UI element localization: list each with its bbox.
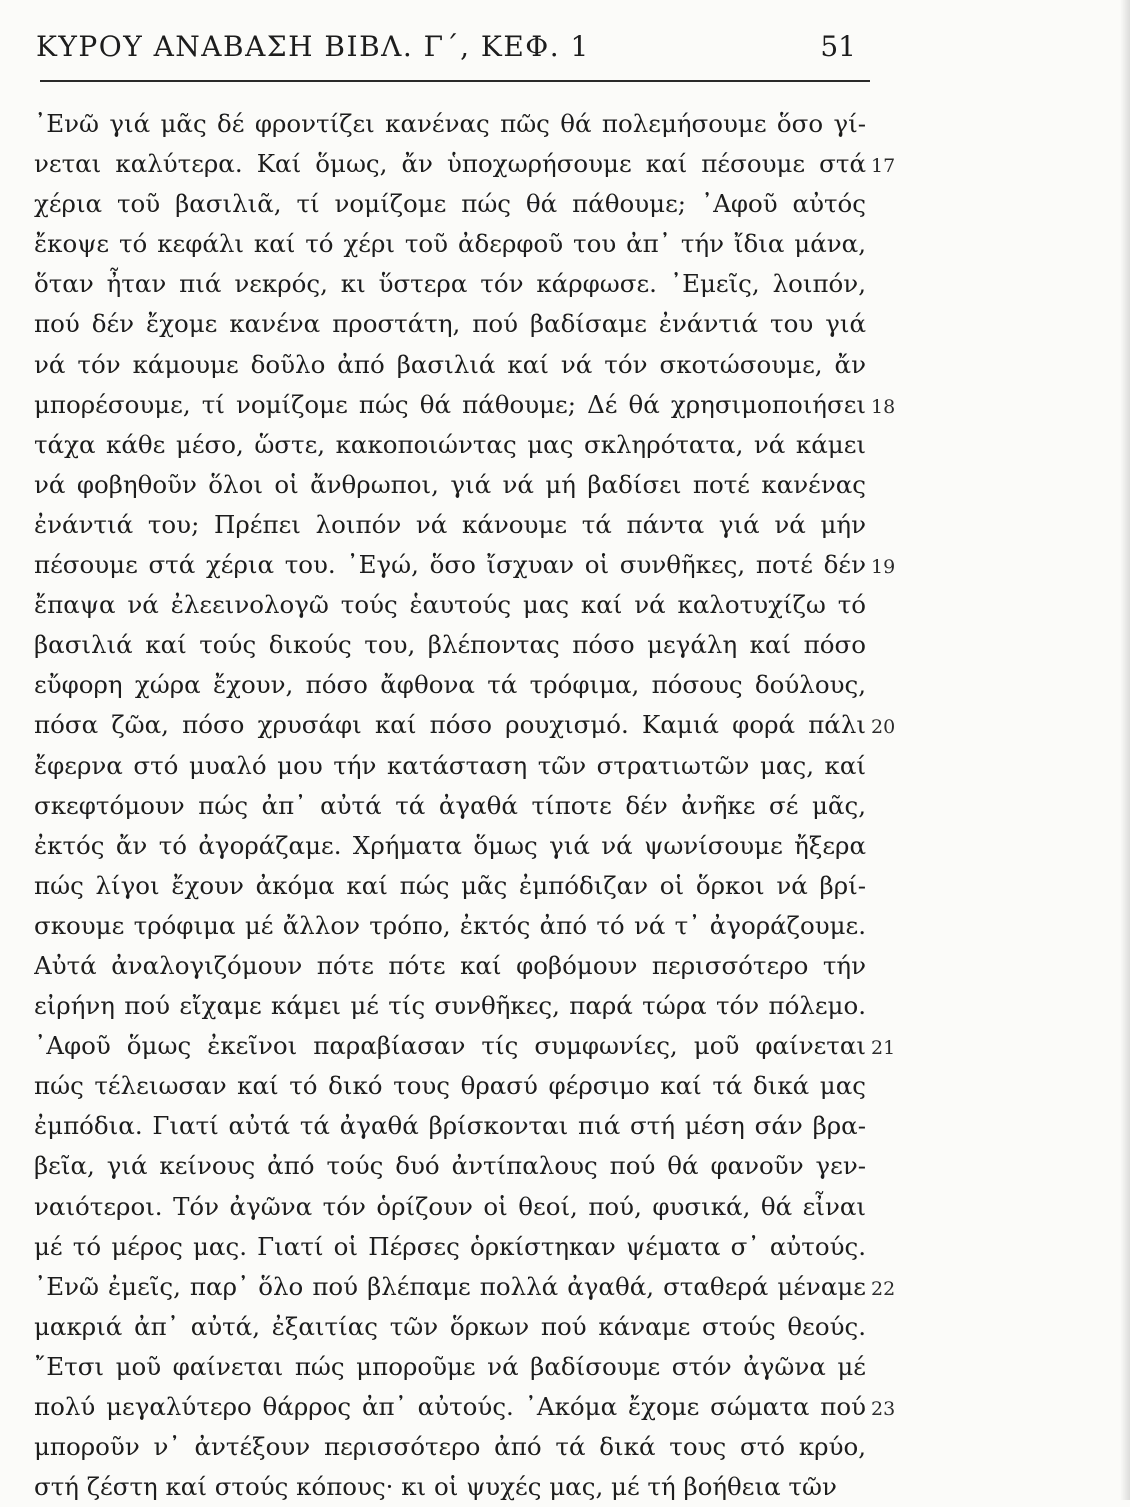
text-line (0, 304, 1130, 344)
line-text: μποροῦν ν᾿ ἀντέξουν περισσότερο ἀπό τά δικά τους στό κρύο, (34, 1432, 866, 1462)
text-line (0, 625, 1130, 665)
line-text: ᾿Ενῶ ἐμεῖς, παρ᾿ ὅλο πού βλέπαμε πολλά ἀγαθά, σταθερά μέναμε (34, 1271, 866, 1301)
section-number: 17 (871, 155, 896, 178)
text-line (0, 545, 1130, 585)
line-text: ἔκοψε τό κεφάλι καί τό χέρι τοῦ ἀδερφοῦ του ἀπ᾿ τήν ἴδια μάνα, (34, 229, 866, 259)
text-line (0, 1026, 1130, 1066)
line-text: ὅταν ἦταν πιά νεκρός, κι ὕστερα τόν κάρφωσε. ᾿Εμεῖς, λοιπόν, (34, 269, 866, 299)
line-text: ναιότεροι. Τόν ἀγῶνα τόν ὁρίζουν οἱ θεοί, πού, φυσικά, θά εἶναι (34, 1191, 866, 1221)
section-number: 18 (871, 395, 896, 418)
line-text: Αὐτά ἀναλογιζόμουν πότε πότε καί φοβόμουν περισσότερο τήν (34, 950, 866, 980)
line-text: ᾿Αφοῦ ὅμως ἐκεῖνοι παραβίασαν τίς συμφωνίες, μοῦ φαίνεται (34, 1031, 866, 1061)
line-text: νά φοβηθοῦν ὅλοι οἱ ἄνθρωποι, γιά νά μή βαδίσει ποτέ κανένας (34, 469, 866, 499)
line-text: τάχα κάθε μέσο, ὥστε, κακοποιώντας μας σκληρότατα, νά κάμει (34, 429, 866, 459)
section-number: 22 (871, 1277, 896, 1300)
text-line (0, 786, 1130, 826)
text-line (0, 1387, 1130, 1427)
text-line (0, 425, 1130, 465)
header-rule (40, 80, 870, 82)
line-text: ῎Ετσι μοῦ φαίνεται πώς μποροῦμε νά βαδίσουμε στόν ἀγῶνα μέ (34, 1351, 866, 1381)
line-text: εἰρήνη πού εἴχαμε κάμει μέ τίς συνθῆκες, παρά τώρα τόν πόλεμο. (34, 991, 866, 1021)
text-line (0, 1066, 1130, 1106)
text-line (0, 264, 1130, 304)
line-text: πώς τέλειωσαν καί τό δικό τους θρασύ φέρσιμο καί τά δικά μας (34, 1071, 866, 1101)
text-line (0, 866, 1130, 906)
running-head: ΚΥΡΟΥ ΑΝΑΒΑΣΗ ΒΙΒΛ. Γ΄, ΚΕΦ. 1 (36, 30, 590, 63)
section-number: 19 (871, 556, 896, 579)
text-line (0, 1146, 1130, 1186)
line-text: σκεφτόμουν πώς ἀπ᾿ αὐτά τά ἀγαθά τίποτε δέν ἀνῆκε σέ μᾶς, (34, 790, 866, 820)
text-line (0, 585, 1130, 625)
text-line (0, 746, 1130, 786)
text-line (0, 1227, 1130, 1267)
text-line (0, 465, 1130, 505)
text-line (0, 906, 1130, 946)
section-number: 23 (871, 1398, 896, 1420)
line-text: νά τόν κάμουμε δοῦλο ἀπό βασιλιά καί νά τόν σκοτώσουμε, ἄν (34, 349, 866, 379)
line-text: χέρια τοῦ βασιλιᾶ, τί νομίζομε πώς θά πάθουμε; ᾿Αφοῦ αὐτός (34, 189, 866, 219)
line-text: πέσουμε στά χέρια του. ᾿Εγώ, ὅσο ἴσχυαν οἱ συνθῆκες, ποτέ δέν (34, 550, 866, 580)
text-line (0, 1187, 1130, 1227)
line-text: πού δέν ἔχομε κανένα προστάτη, πού βαδίσαμε ἐνάντιά του γιά (34, 309, 866, 339)
line-text: μπορέσουμε, τί νομίζομε πώς θά πάθουμε; Δέ θά χρησιμοποιήσει (34, 389, 866, 419)
line-text: ἐμπόδια. Γιατί αὐτά τά ἀγαθά βρίσκονται πιά στή μέση σάν βρα- (34, 1111, 866, 1141)
line-text: ἐνάντιά του; Πρέπει λοιπόν νά κάνουμε τά πάντα γιά νά μήν (34, 509, 866, 539)
line-text: βεῖα, γιά κείνους ἀπό τούς δυό ἀντίπαλους πού θά φανοῦν γεν- (34, 1151, 866, 1181)
text-line (0, 385, 1130, 425)
page-header (36, 30, 868, 78)
text-line (0, 1347, 1130, 1387)
line-text: στή ζέστη καί στούς κόπους· κι οἱ ψυχές μας, μέ τή βοήθεια τῶν (34, 1472, 837, 1502)
line-text: μέ τό μέρος μας. Γιατί οἱ Πέρσες ὁρκίστηκαν ψέματα σ᾿ αὐτούς. (34, 1231, 866, 1261)
text-line (0, 184, 1130, 224)
line-text: νεται καλύτερα. Καί ὅμως, ἄν ὑποχωρήσουμε καί πέσουμε στά (34, 149, 866, 179)
text-line (0, 1467, 1130, 1507)
line-text: βασιλιά καί τούς δικούς του, βλέποντας πόσο μεγάλη καί πόσο (34, 630, 866, 660)
line-text: ἐκτός ἄν τό ἀγοράζαμε. Χρήματα ὅμως γιά νά ψωνίσουμε ἤξερα (34, 830, 866, 860)
line-text: ἔφερνα στό μυαλό μου τήν κατάσταση τῶν στρατιωτῶν μας, καί (34, 750, 866, 780)
text-line (0, 1267, 1130, 1307)
line-text: ἔπαψα νά ἐλεεινολογῶ τούς ἑαυτούς μας καί νά καλοτυχίζω τό (34, 590, 866, 620)
page-edge-shadow (1120, 0, 1130, 1500)
text-line (0, 505, 1130, 545)
text-line (0, 705, 1130, 745)
section-number: 20 (871, 716, 896, 739)
line-text: εὔφορη χώρα ἔχουν, πόσο ἄφθονα τά τρόφιμα, πόσους δούλους, (34, 670, 866, 700)
line-text: πολύ μεγαλύτερο θάρρος ἀπ᾿ αὐτούς. ᾿Ακόμα ἔχομε σώματα πού (34, 1392, 866, 1421)
text-line (0, 104, 1130, 144)
text-line (0, 1106, 1130, 1146)
line-text: σκουμε τρόφιμα μέ ἄλλον τρόπο, ἐκτός ἀπό τό νά τ᾿ ἀγοράζουμε. (34, 910, 866, 940)
text-line (0, 1307, 1130, 1347)
text-line (0, 345, 1130, 385)
text-line (0, 826, 1130, 866)
text-line (0, 1427, 1130, 1467)
text-line (0, 986, 1130, 1026)
line-text: μακριά ἀπ᾿ αὐτά, ἐξαιτίας τῶν ὅρκων πού κάναμε στούς θεούς. (34, 1311, 866, 1341)
line-text: πώς λίγοι ἔχουν ἀκόμα καί πώς μᾶς ἐμπόδιζαν οἱ ὅρκοι νά βρί- (34, 870, 866, 900)
text-line (0, 224, 1130, 264)
line-text: ᾿Ενῶ γιά μᾶς δέ φροντίζει κανένας πῶς θά πολεμήσουμε ὅσο γί- (34, 109, 866, 138)
text-line (0, 144, 1130, 184)
line-text: πόσα ζῶα, πόσο χρυσάφι καί πόσο ρουχισμό. Καμιά φορά πάλι (34, 710, 866, 740)
body-text (0, 104, 1130, 1507)
page-number: 51 (820, 30, 856, 63)
section-number: 21 (871, 1037, 896, 1060)
text-line (0, 665, 1130, 705)
text-line (0, 946, 1130, 986)
